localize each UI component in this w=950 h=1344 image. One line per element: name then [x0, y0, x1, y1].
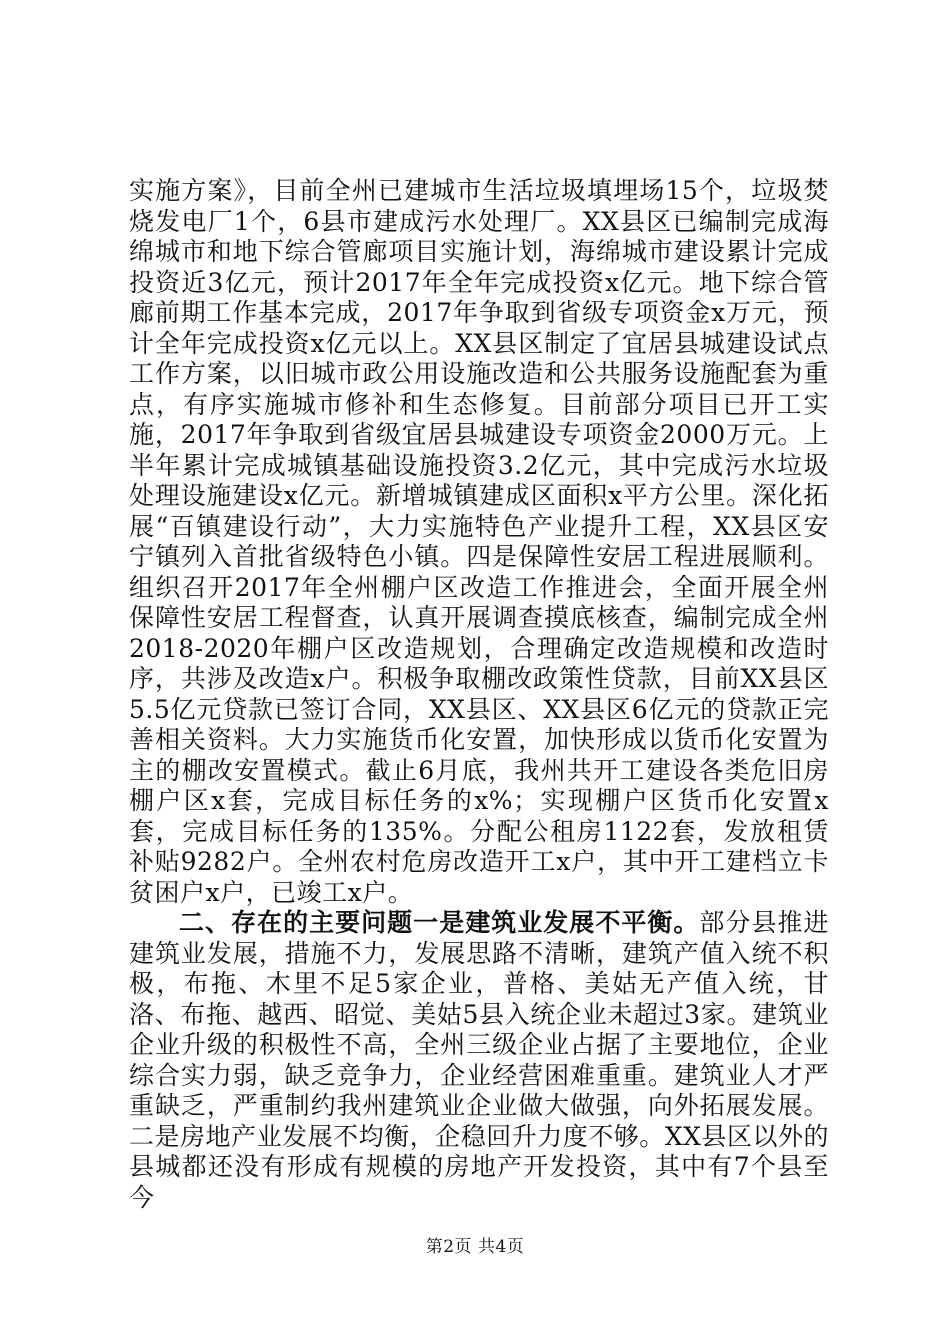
- paragraph-2-body: 部分县推进建筑业发展，措施不力，发展思路不清晰，建筑产值入统不积极，布拖、木里不足5家企业，普格、美姑无产值入统，甘洛、布拖、越西、昭觉、美姑5县入统企业未超过3家。建筑业企业升级的积极性不高，全州三级企业占据了主要地位，企业综合实力弱，缺乏竞争力，企业经营困难重重。建筑业人才严重缺乏，严重制约我州建筑业企业做大做强，向外拓展发展。二是房地产业发展不均衡，企稳回升力度不够。XX县区以外的县城都还没有形成有规模的房地产开发投资，其中有7个县至今: [129, 908, 829, 1212]
- page-footer: 第2页 共4页: [425, 1237, 525, 1257]
- paragraph-1: 实施方案》，目前全州已建城市生活垃圾填埋场15个，垃圾焚烧发电厂1个，6县市建成污水处理厂。XX县区已编制完成海绵城市和地下综合管廊项目实施计划，海绵城市建设累计完成投资近3亿元，预计2017年全年完成投资x亿元。地下综合管廊前期工作基本完成，2017年争取到省级专项资金x万元，预计全年完成投资x亿元以上。XX县区制定了宜居县城建设试点工作方案，以旧城市政公用设施改造和公共服务设施配套为重点，有序实施城市修补和生态修复。目前部分项目已开工实施，2017年争取到省级宜居县城建设专项资金2000万元。上半年累计完成城镇基础设施投资3.2亿元，其中完成污水垃圾处理设施建设x亿元。新增城镇建成区面积x平方公里。深化拓展“百镇建设行动”，大力实施特色产业提升工程，XX县区安宁镇列入首批省级特色小镇。四是保障性安居工程进展顺利。组织召开2017年全州棚户区改造工作推进会，全面开展全州保障性安居工程督查，认真开展调查摸底核查，编制完成全州2018-2020年棚户区改造规划，合理确定改造规模和改造时序，共涉及改造x户。积极争取棚改政策性贷款，目前XX县区5.5亿元贷款已签订合同，XX县区、XX县区6亿元的贷款正完善相关资料。大力实施货币化安置，加快形成以货币化安置为主的棚改安置模式。截止6月底，我州共开工建设各类危旧房棚户区x套，完成目标任务的x%；实现棚户区货币化安置x套，完成目标任务的135%。分配公租房1122套，发放租赁补贴9282户。全州农村危房改造开工x户，其中开工建档立卡贫困户x户，已竣工x户。: [129, 176, 829, 907]
- document-body: [129, 176, 829, 1213]
- paragraph-2: [129, 908, 829, 1213]
- section-heading: 二、存在的主要问题一是建筑业发展不平衡。: [179, 908, 700, 937]
